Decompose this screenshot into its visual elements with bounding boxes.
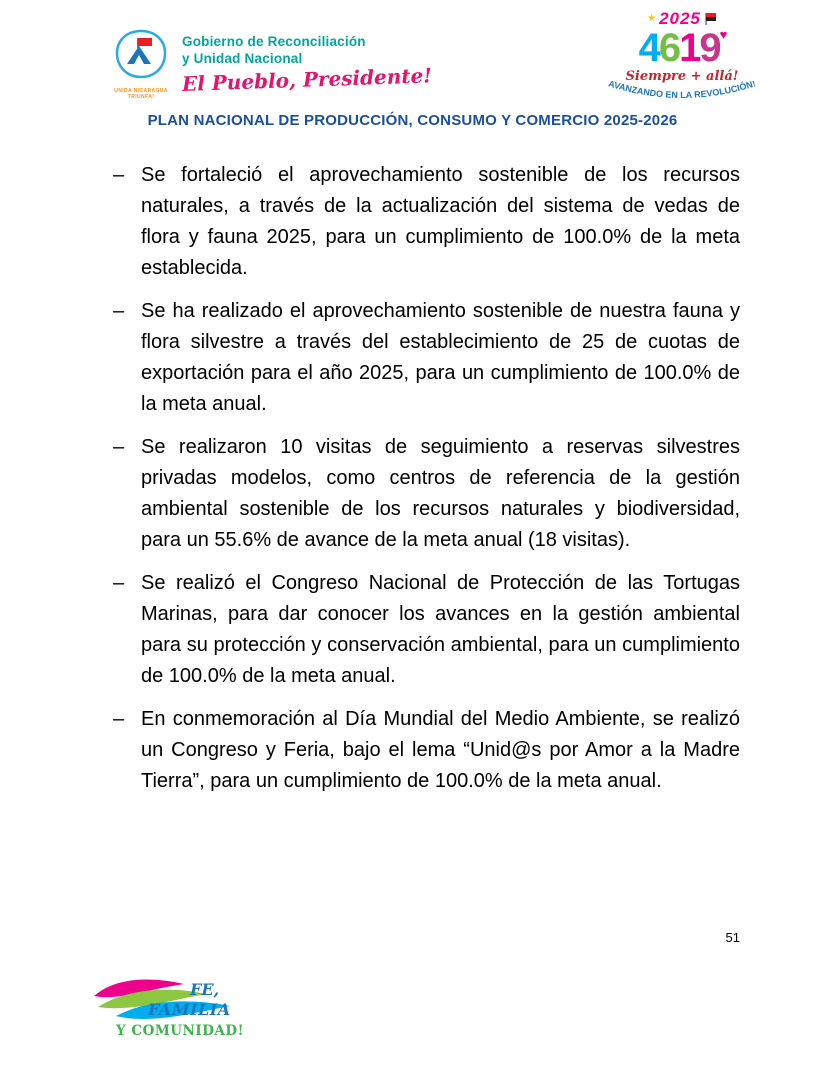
page-title: PLAN NACIONAL DE PRODUCCIÓN, CONSUMO Y COMERCIO 2025-2026 xyxy=(147,112,678,129)
bullet-text: Se fortaleció el aprovechamiento sostenible de los recursos naturales, a través de la actualización del sistema de vedas de flora y fauna 2025, para un cumplimiento de 100.0% de la meta establecida. xyxy=(141,164,740,279)
nicaragua-emblem-icon xyxy=(111,26,171,84)
arc-text xyxy=(597,81,767,107)
list-item xyxy=(113,296,740,420)
svg-text:AVANZANDO EN LA REVOLUCIÓN! xyxy=(607,81,757,100)
government-logo xyxy=(110,26,432,100)
arc-text-label: AVANZANDO EN LA REVOLUCIÓN! xyxy=(607,81,757,101)
bullet-marker: – xyxy=(113,708,125,730)
bullet-text: Se ha realizado el aprovechamiento sostenible de nuestra fauna y flora silvestre a través del establecimiento de 25 de cuotas de exportación para el año 2025, para un cumplimiento de 100.0% de la meta anual. xyxy=(141,300,740,415)
emblem-caption: UNIDA NICARAGUA TRIUNFA! xyxy=(114,88,168,100)
bullet-marker: – xyxy=(113,436,125,458)
list-item xyxy=(113,568,740,692)
fsln-flag-icon xyxy=(704,13,717,25)
digit-9: 9 xyxy=(699,26,720,70)
campaign-logo xyxy=(597,10,767,111)
footer-logo-fe: FE, xyxy=(190,980,220,999)
anniversary-numbers xyxy=(597,28,767,68)
bullet-text: Se realizaron 10 visitas de seguimiento a reservas silvestres privadas modelos, como centros de referencia de la gestión ambiental sostenible de los recursos naturales y biodiversidad, para un 55.6% de avance de la meta anual (18 visitas). xyxy=(141,436,740,551)
bullet-text: En conmemoración al Día Mundial del Medio Ambiente, se realizó un Congreso y Feria, bajo el lema “Unid@s por Amor a la Madre Tierra”, para un cumplimiento de 100.0% de la meta anual. xyxy=(141,708,740,792)
footer-logo-comunidad: Y COMUNIDAD! xyxy=(116,1023,245,1039)
footer-logo-familia: FAMILIA xyxy=(148,1000,231,1019)
bullet-list xyxy=(113,160,740,797)
bullet-marker: – xyxy=(113,572,125,594)
government-slogan: El Pueblo, Presidente! xyxy=(181,63,433,96)
government-name-line1: Gobierno de Reconciliación xyxy=(182,34,366,49)
government-name-line2: y Unidad Nacional xyxy=(182,50,303,66)
digit-4: 4 xyxy=(638,26,659,70)
campaign-year: 2025 xyxy=(659,9,701,28)
bullet-marker: – xyxy=(113,164,125,186)
digit-1: 1 xyxy=(679,26,700,70)
list-item xyxy=(113,704,740,797)
list-item xyxy=(113,432,740,556)
digit-6: 6 xyxy=(658,26,680,70)
page-number: 51 xyxy=(725,930,740,945)
campaign-slogan: Siempre + allá! xyxy=(625,69,739,84)
document-body xyxy=(113,160,740,809)
footer-logo xyxy=(90,976,275,1051)
government-emblem xyxy=(110,26,172,100)
list-item xyxy=(113,160,740,284)
bullet-marker: – xyxy=(113,300,125,322)
star-icon: ★ xyxy=(647,12,657,24)
bullet-text: Se realizó el Congreso Nacional de Protección de las Tortugas Marinas, para dar conocer los avances en la gestión ambiental para su protección y conservación ambiental, para un cumplimiento de 100.0% de la meta anual. xyxy=(141,572,740,687)
heart-icon: ♥ xyxy=(719,27,726,42)
